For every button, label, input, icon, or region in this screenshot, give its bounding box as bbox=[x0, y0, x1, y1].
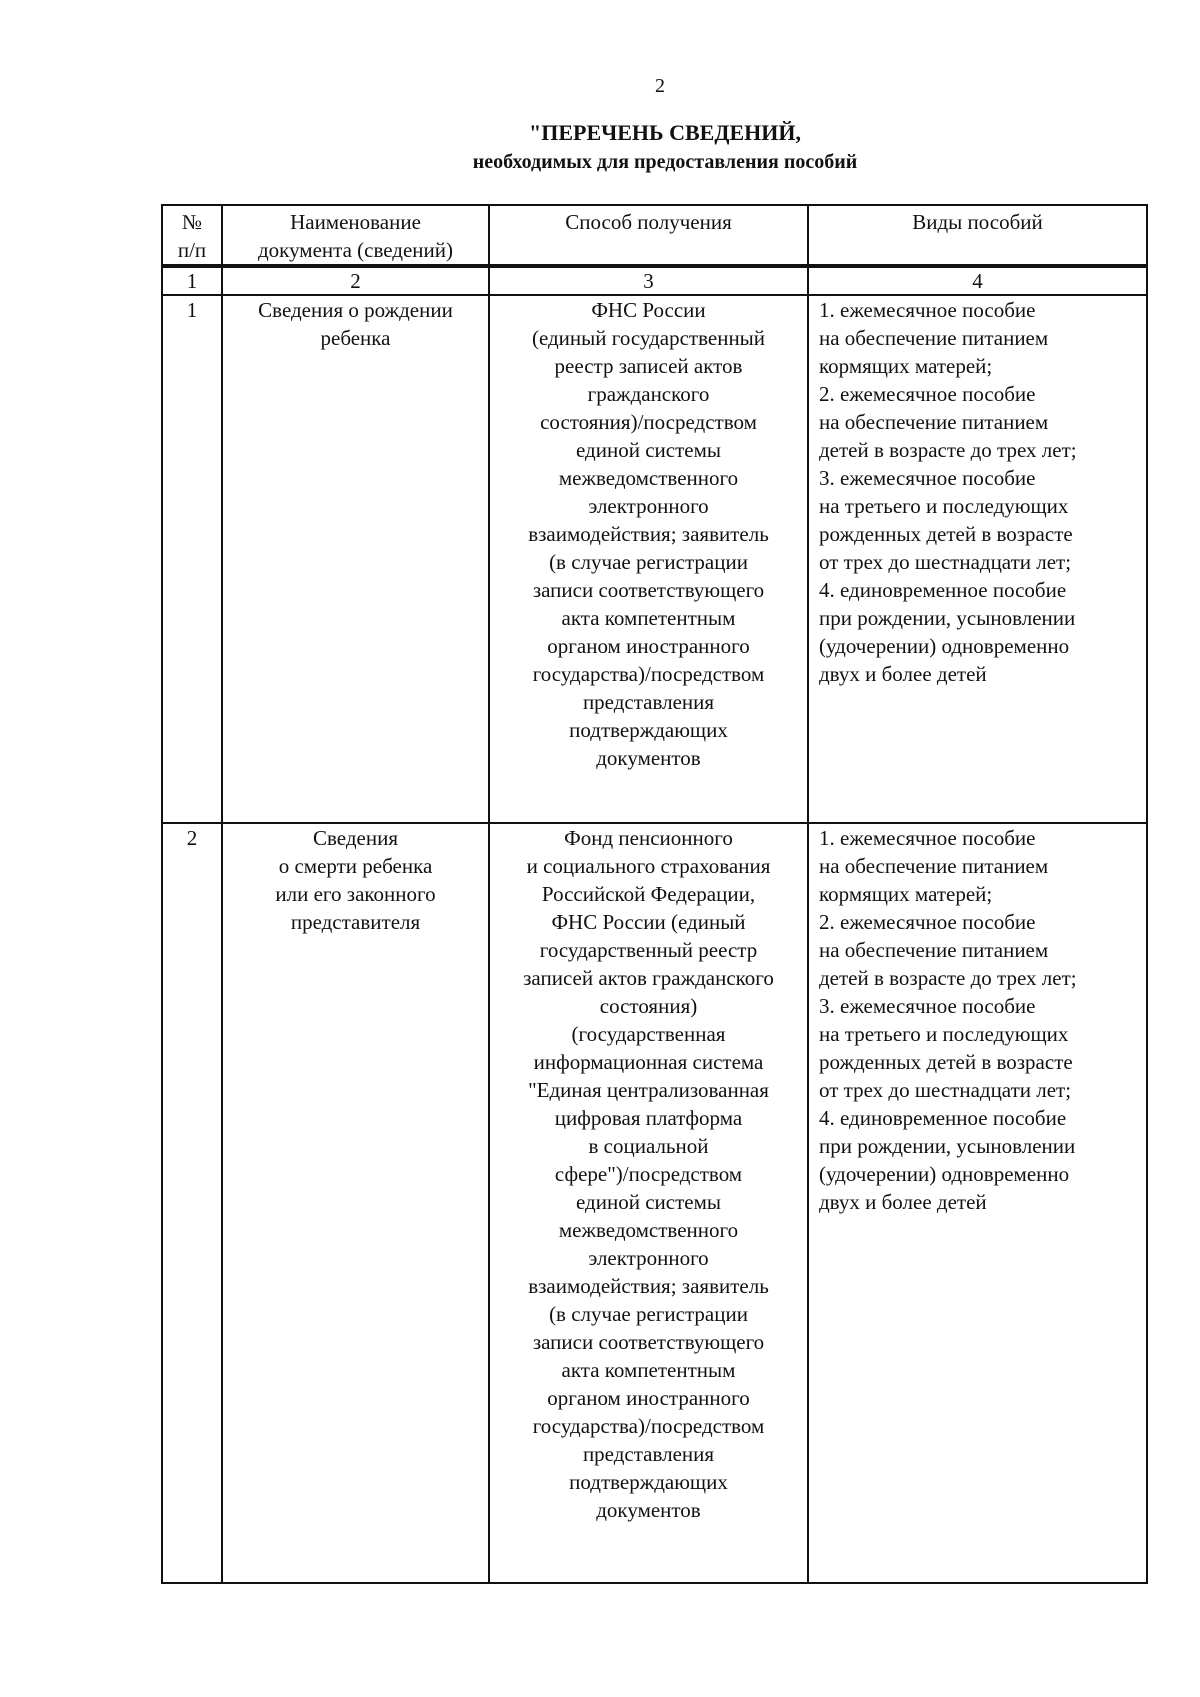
row-number bbox=[162, 823, 222, 1583]
column-number-3: 3 bbox=[489, 267, 808, 295]
row-benefits bbox=[808, 295, 1147, 823]
header-number-text: № п/п bbox=[177, 210, 207, 262]
row-number-text: 2 bbox=[186, 826, 198, 850]
document-subtitle: необходимых для предоставления пособий bbox=[472, 151, 858, 173]
header-method-text: Способ получения bbox=[565, 210, 732, 234]
column-number-2: 2 bbox=[222, 267, 489, 295]
row-document-text: Сведения о смерти ребенка или его законного представителя bbox=[275, 826, 436, 934]
row-document-text: Сведения о рождении ребенка bbox=[258, 298, 453, 350]
header-method bbox=[489, 205, 808, 265]
document-title: "ПЕРЕЧЕНЬ СВЕДЕНИЙ, bbox=[529, 120, 801, 145]
row-document bbox=[222, 295, 489, 823]
row-benefits-text: 1. ежемесячное пособие на обеспечение питанием кормящих матерей; 2. ежемесячное пособие на обеспечение питанием детей в возрасте до трех лет; 3. ежемесячное пособие на третьего и последующих рожденных детей в возрасте от трех до шестнадцати лет; 4. единовременное пособие при рождении, усыновлении (удочерении) одновременно двух и более детей bbox=[819, 298, 1077, 686]
table-body bbox=[161, 266, 1148, 1584]
header-benefits bbox=[808, 205, 1147, 265]
header-document bbox=[222, 205, 489, 265]
row-method bbox=[489, 295, 808, 823]
row-number bbox=[162, 295, 222, 823]
row-benefits-text: 1. ежемесячное пособие на обеспечение питанием кормящих матерей; 2. ежемесячное пособие на обеспечение питанием детей в возрасте до трех лет; 3. ежемесячное пособие на третьего и последующих рожденных детей в возрасте от трех до шестнадцати лет; 4. единовременное пособие при рождении, усыновлении (удочерении) одновременно двух и более детей bbox=[819, 826, 1077, 1214]
row-method-text: Фонд пенсионного и социального страхования Российской Федерации, ФНС России (единый государственный реестр записей актов гражданского состояния) (государственная информационная система "Единая централизованная цифровая платформа в социальной сфере")/посредством единой системы межведомственного электронного взаимодействия; заявитель (в случае регистрации записи соответствующего акта компетентным органом иностранного государства)/посредством представления подтверждающих документов bbox=[523, 826, 774, 1522]
page-number: 2 bbox=[655, 75, 665, 97]
row-method bbox=[489, 823, 808, 1583]
row-document bbox=[222, 823, 489, 1583]
table-row bbox=[162, 823, 1147, 1583]
row-benefits bbox=[808, 823, 1147, 1583]
table-row bbox=[162, 295, 1147, 823]
header-benefits-text: Виды пособий bbox=[912, 210, 1043, 234]
row-number-text: 1 bbox=[186, 298, 198, 322]
table-header bbox=[161, 204, 1148, 266]
row-method-text: ФНС России (единый государственный реестр записей актов гражданского состояния)/посредством единой системы межведомственного электронного взаимодействия; заявитель (в случае регистрации записи соответствующего акта компетентным органом иностранного государства)/посредством представления подтверждающих документов bbox=[528, 298, 769, 770]
table-header-row bbox=[162, 205, 1147, 265]
column-number-4: 4 bbox=[808, 267, 1147, 295]
column-number-1: 1 bbox=[162, 267, 222, 295]
header-number bbox=[162, 205, 222, 265]
column-number-row bbox=[162, 267, 1147, 295]
header-document-text: Наименование документа (сведений) bbox=[257, 210, 454, 262]
